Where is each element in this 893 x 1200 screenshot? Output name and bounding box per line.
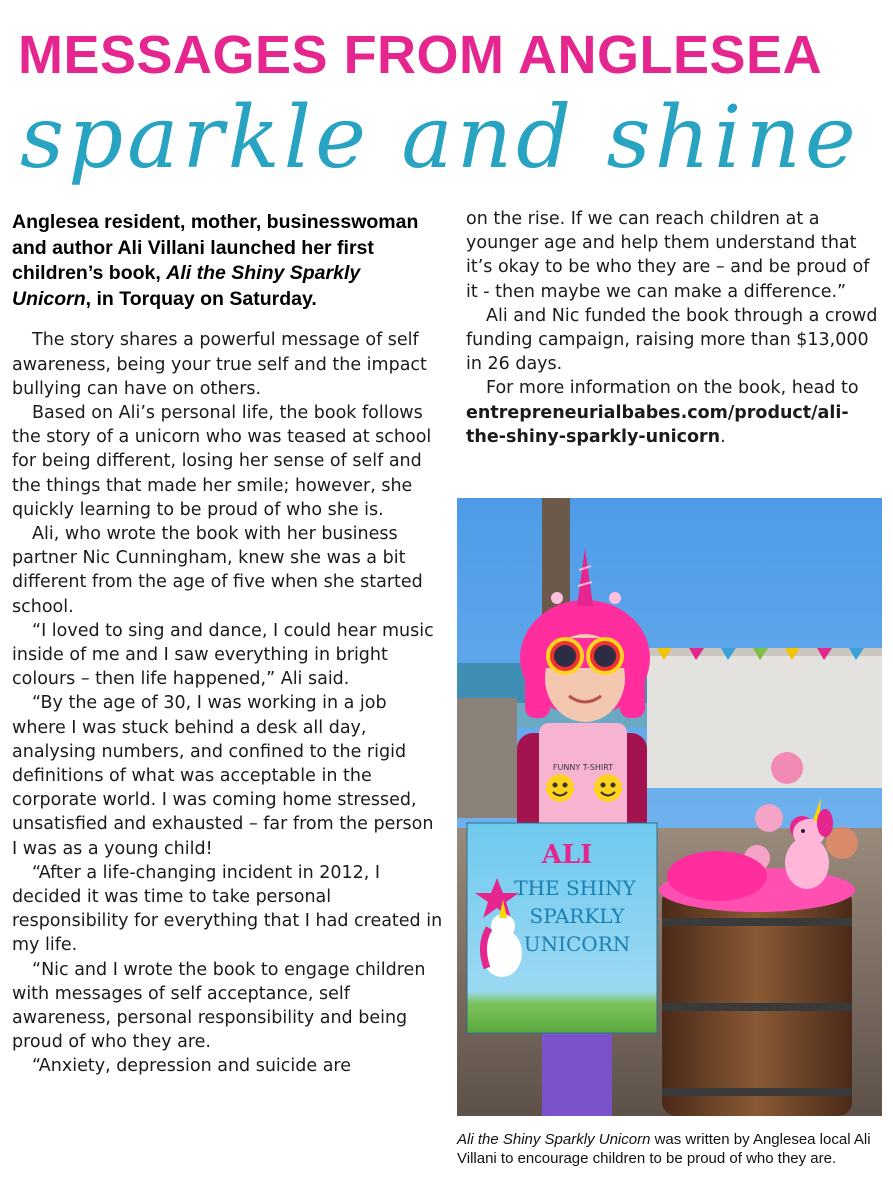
body-paragraph: “After a life-changing incident in 2012, I decided it was time to take personal responsibility for everything that I had created in my life. — [12, 862, 443, 956]
book-cover-line-4: UNICORN — [523, 932, 631, 956]
body-paragraph-more-info — [466, 376, 886, 449]
body-paragraph: “Anxiety, depression and suicide are — [32, 1056, 351, 1077]
right-column — [466, 207, 886, 449]
body-paragraph: “I loved to sing and dance, I could hear music inside of me and I saw everything in bright colours – then life happened,” Ali said. — [12, 620, 434, 690]
author-photo — [457, 498, 882, 1116]
more-info-prefix: For more information on the book, head to — [486, 378, 859, 399]
body-paragraph: “Nic and I wrote the book to engage children with messages of self acceptance, self awareness, personal responsibility and being proud of who they are. — [12, 959, 426, 1053]
body-paragraph-continued: on the rise. If we can reach children at a younger age and help them understand that it’s okay to be who they are – and be proud of it - then maybe we can make a difference.” — [466, 209, 870, 302]
body-paragraph: Ali, who wrote the book with her business partner Nic Cunningham, knew she was a bit different from the age of five when she started school. — [12, 524, 423, 617]
subheadline: sparkle and shine — [20, 88, 860, 188]
body-paragraph-funding: Ali and Nic funded the book through a crowd funding campaign, raising more than $13,000 in 26 days. — [466, 305, 878, 375]
body-paragraph: “By the age of 30, I was working in a job where I was stuck behind a desk all day, analysing numbers, and confined to the rigid definitions of what was acceptable in the corporate world. I was coming home stressed, unsatisfied and exhausted – far from the person I was as a young child! — [12, 693, 434, 859]
body-paragraph: Based on Ali’s personal life, the book follows the story of a unicorn who was teased at school for being different, losing her sense of self and the things that made her smile; however, she quickly learning to be proud of who she is. — [12, 402, 432, 520]
lead-book-title: Ali the Shiny Sparkly Unicorn — [12, 262, 361, 310]
headline: MESSAGES FROM ANGLESEA — [18, 25, 823, 85]
lead-part-2: , in Torquay on Saturday. — [85, 287, 317, 310]
lead-paragraph — [12, 210, 444, 312]
shirt-text: FUNNY T-SHIRT — [552, 763, 614, 772]
photo-caption — [457, 1130, 887, 1168]
lead-part-1: Anglesea resident, mother, businesswoman and author Ali Villani launched her first children’s book, — [12, 211, 419, 285]
more-info-suffix: . — [720, 426, 726, 447]
book-cover-line-2: THE SHINY — [514, 876, 636, 900]
book-cover-line-1: ALI — [541, 840, 593, 870]
book-cover-line-3: SPARKLY — [529, 904, 625, 928]
body-paragraph: The story shares a powerful message of self awareness, being your true self and the impact bullying can have on others. — [12, 330, 427, 399]
caption-text: was written by Anglesea local Ali Villani to encourage children to be proud of who they are. — [457, 1131, 871, 1167]
caption-book-title: Ali the Shiny Sparkly Unicorn — [457, 1131, 651, 1148]
left-column — [12, 210, 444, 1079]
book-url-link[interactable]: entrepreneurialbabes.com/product/ali-the-shiny-sparkly-unicorn — [466, 402, 849, 447]
